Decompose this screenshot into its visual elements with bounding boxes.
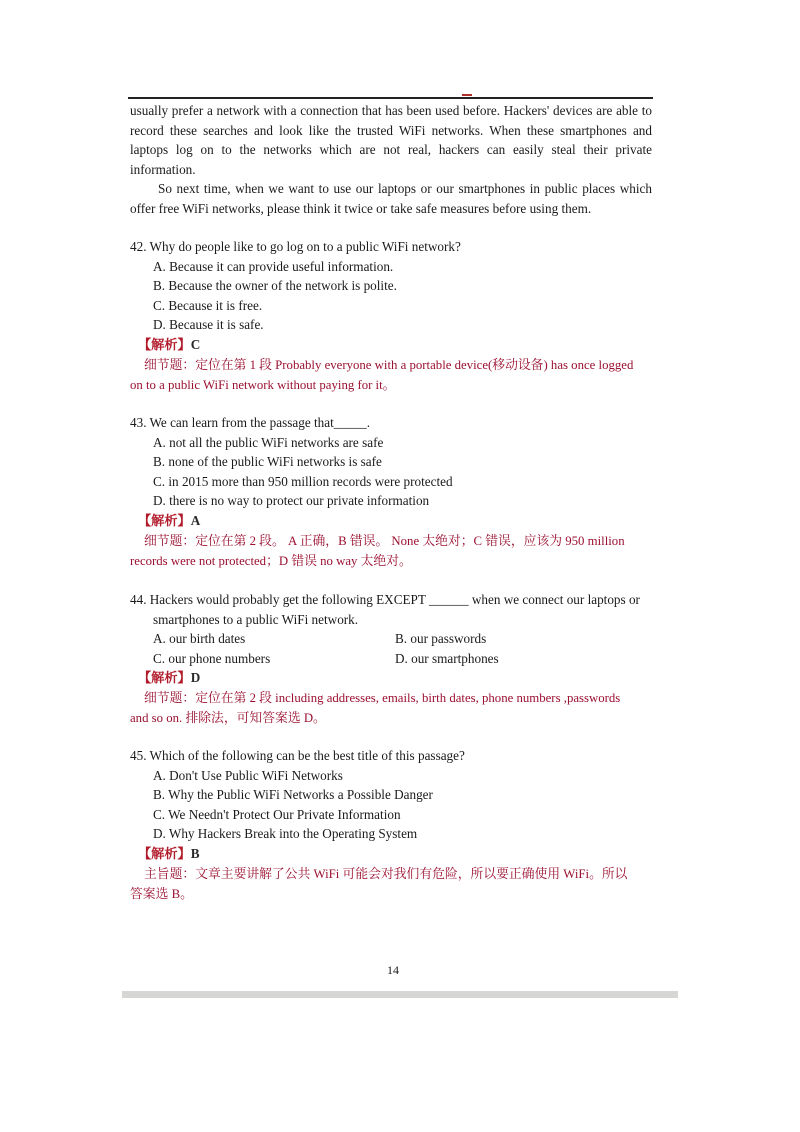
passage-paragraph-final: So next time, when we want to use our laptops or our smartphones in public places which offer free WiFi networks, please think it twice or take safe measures before using them.: [130, 181, 652, 216]
question-43: [130, 413, 655, 571]
question-45: [130, 746, 655, 904]
header-rule-accent: [462, 94, 472, 96]
option-d: D. Because it is safe.: [153, 317, 264, 333]
answer-value: C: [190, 336, 201, 352]
header-rule: [128, 97, 653, 99]
option-b: B. Because the owner of the network is polite.: [153, 278, 397, 294]
analysis-line-1: 细节题：定位在第 2 段 including addresses, emails, birth dates, phone numbers ,passwords: [144, 690, 621, 705]
option-a: A. not all the public WiFi networks are safe: [153, 434, 384, 450]
option-b: B. our passwords: [395, 631, 487, 647]
answer-line: [130, 511, 655, 531]
question-stem: 45. Which of the following can be the best title of this passage?: [130, 748, 465, 763]
question-stem: 43. We can learn from the passage that_____.: [130, 415, 371, 430]
analysis-line-1: 细节题：定位在第 1 段 Probably everyone with a portable device(移动设备) has once logged: [144, 357, 634, 372]
option-d: D. Why Hackers Break into the Operating System: [153, 826, 418, 842]
option-a: A. Because it can provide useful information.: [153, 258, 394, 274]
analysis-line-2: records were not protected；D 错误 no way 太绝对。: [130, 553, 412, 568]
passage-paragraph-continued: usually prefer a network with a connection that has been used before. Hackers' devices are able to record these searches and look like the trusted WiFi networks. When these smartphones and laptops log on to the networks which are not real, hackers can easily steal their private information.: [130, 103, 652, 177]
answer-line: [130, 335, 655, 355]
analysis-line-1: 细节题：定位在第 2 段。 A 正确，B 错误。 None 太绝对；C 错误，应该为 950 million: [144, 533, 625, 548]
option-c: C. our phone numbers: [153, 650, 271, 666]
question-42: [130, 237, 655, 395]
question-stem-line-2: smartphones to a public WiFi network.: [153, 611, 359, 627]
analysis-line-2: on to a public WiFi network without paying for it。: [130, 377, 396, 392]
answer-label: 【解析】: [138, 512, 191, 528]
options-row-1: [130, 629, 655, 649]
page-number: 14: [387, 963, 399, 977]
option-c: C. in 2015 more than 950 million records were protected: [153, 473, 453, 489]
answer-value: B: [190, 845, 200, 861]
answer-value: A: [190, 512, 201, 528]
option-c: C. We Needn't Protect Our Private Information: [153, 806, 401, 822]
option-b: B. none of the public WiFi networks is safe: [153, 454, 382, 470]
footer-bar: [122, 991, 678, 998]
answer-label: 【解析】: [138, 670, 191, 686]
option-d: D. there is no way to protect our private information: [153, 493, 430, 509]
answer-line: [130, 844, 655, 864]
answer-label: 【解析】: [138, 845, 191, 861]
question-stem-line-1: 44. Hackers would probably get the following EXCEPT ______ when we connect our laptops or: [130, 592, 640, 607]
option-d: D. our smartphones: [395, 650, 499, 666]
question-44: [130, 590, 655, 728]
analysis-line-2: and so on. 排除法，可知答案选 D。: [130, 710, 326, 725]
option-a: A. our birth dates: [153, 631, 246, 647]
answer-label: 【解析】: [138, 336, 191, 352]
answer-line: [130, 668, 655, 688]
analysis-line-1: 主旨题：文章主要讲解了公共 WiFi 可能会对我们有危险，所以要正确使用 WiFi。所以: [144, 866, 628, 881]
options-row-2: [130, 649, 655, 669]
option-c: C. Because it is free.: [153, 297, 263, 313]
question-stem: 42. Why do people like to go log on to a public WiFi network?: [130, 239, 461, 254]
option-a: A. Don't Use Public WiFi Networks: [153, 767, 343, 783]
analysis-line-2: 答案选 B。: [130, 886, 193, 901]
option-b: B. Why the Public WiFi Networks a Possible Danger: [153, 787, 433, 803]
answer-value: D: [190, 670, 201, 686]
